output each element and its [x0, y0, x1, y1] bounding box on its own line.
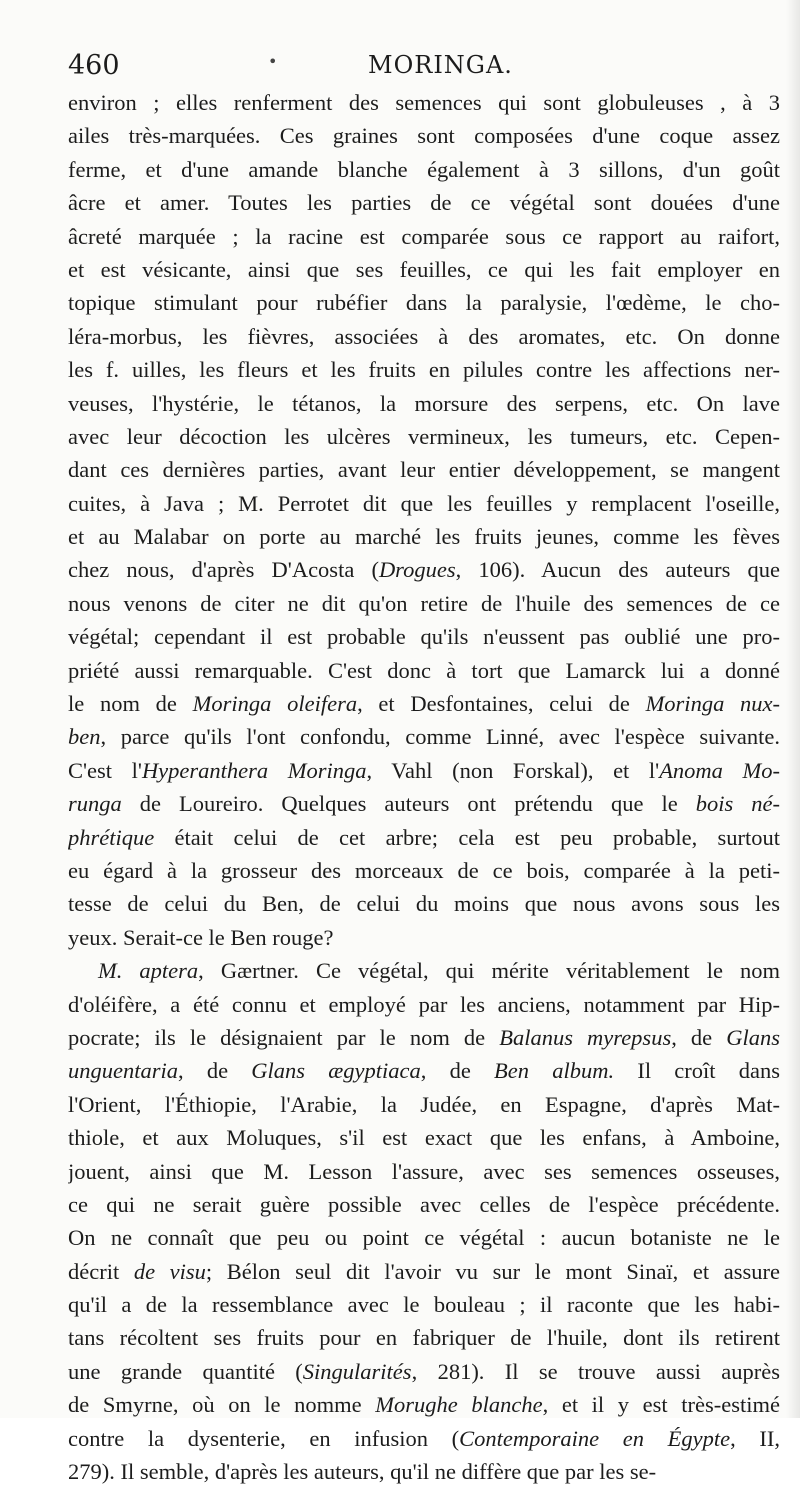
ornament-mark: •: [268, 52, 278, 71]
text-run: , Vahl (non Forskal), et l': [366, 757, 660, 783]
text-run: , parce qu'ils l'ont confondu, comme Linné, avec l'espèce suivante.: [100, 724, 780, 750]
text-run: , Gærtner. Ce végétal, qui mérite véritablement le nom: [198, 958, 780, 984]
text-run: ferme, et d'une amande blanche également à 3 sillons, d'un goût: [68, 156, 780, 182]
text-line: [68, 954, 780, 987]
text-run: topique stimulant pour rubéfier dans la paralysie, l'œdème, le cho-: [68, 290, 780, 316]
text-run: ; Bélon seul dit l'avoir vu sur le mont Sinaï, et assure: [205, 1258, 780, 1284]
text-run: et au Malabar on porte au marché les fruits jeunes, comme les fèves: [68, 524, 780, 550]
italic-run: de visu: [133, 1258, 206, 1284]
text-run: dant ces dernières parties, avant leur entier développement, se mangent: [68, 457, 780, 483]
text-run: âcre et amer. Toutes les parties de ce végétal sont douées d'une: [68, 190, 780, 216]
text-run: , de: [178, 1058, 252, 1084]
text-run: priété aussi remarquable. C'est donc à tort que Lamarck lui a donné: [68, 657, 780, 683]
text-run: yeux. Serait-ce le Ben rouge?: [68, 924, 334, 950]
text-line: [68, 620, 780, 653]
text-run: âcreté marquée ; la racine est comparée sous ce rapport au raifort,: [68, 223, 780, 249]
text-run: eu égard à la grosseur des morceaux de ce bois, comparée à la peti-: [68, 857, 780, 883]
italic-run: Balanus myrepsus: [499, 1024, 672, 1050]
text-line: [68, 253, 780, 286]
running-title: MORINGA.: [368, 51, 513, 79]
text-run: On ne connaît que peu ou point ce végétal : aucun botaniste ne le: [68, 1225, 780, 1251]
body-text: [68, 86, 780, 1488]
text-run: l'Orient, l'Éthiopie, l'Arabie, la Judée, en Espagne, d'après Mat-: [68, 1091, 780, 1117]
text-run: , 281). Il se trouve aussi auprès: [411, 1358, 780, 1384]
text-line: [68, 1422, 780, 1455]
text-run: ailes très-marquées. Ces graines sont composées d'une coque assez: [68, 123, 780, 149]
text-run: le nom de: [68, 691, 193, 717]
text-line: [68, 1054, 780, 1087]
text-run: Il croît dans: [614, 1058, 780, 1084]
text-line: [68, 1388, 780, 1421]
text-run: C'est l': [68, 757, 142, 783]
text-line: [68, 153, 780, 186]
italic-run: Glans: [726, 1024, 780, 1050]
page-header: [68, 50, 780, 82]
text-run: , et Desfontaines, celui de: [357, 691, 646, 717]
text-run: léra-morbus, les fièvres, associées à des aromates, etc. On donne: [68, 323, 780, 349]
text-run: , 106). Aucun des auteurs que: [455, 557, 780, 583]
text-line: [68, 720, 780, 753]
text-line: [68, 1355, 780, 1388]
text-run: nous venons de citer ne dit qu'on retire de l'huile des semences de ce: [68, 590, 780, 616]
text-run: 279). Il semble, d'après les auteurs, qu'il ne diffère que par les se-: [68, 1459, 657, 1485]
text-line: [68, 687, 780, 720]
text-line: [68, 353, 780, 386]
italic-run: Anoma Mo-: [659, 757, 780, 783]
text-line: [68, 387, 780, 420]
italic-run: phrétique: [68, 824, 155, 850]
text-run: contre la dysenterie, en infusion (: [68, 1425, 460, 1451]
text-run: avec leur décoction les ulcères vermineux, les tumeurs, etc. Cepen-: [68, 423, 780, 449]
text-run: , de: [671, 1024, 727, 1050]
italic-run: Singularités: [302, 1358, 412, 1384]
italic-run: M. aptera: [98, 958, 199, 984]
text-run: tans récoltent ses fruits pour en fabriquer de l'huile, dont ils retirent: [68, 1325, 780, 1351]
text-line: [68, 654, 780, 687]
text-line: [68, 1155, 780, 1188]
text-line: [68, 520, 780, 553]
text-line: [68, 1288, 780, 1321]
text-run: jouent, ainsi que M. Lesson l'assure, avec ses semences osseuses,: [68, 1158, 780, 1184]
text-line: [68, 1455, 780, 1488]
text-line: [68, 1188, 780, 1221]
text-line: [68, 1088, 780, 1121]
italic-run: Moringa nux-: [645, 691, 780, 717]
text-run: de Loureiro. Quelques auteurs ont prétendu que le: [121, 791, 696, 817]
text-line: [68, 1021, 780, 1054]
italic-run: ben: [68, 724, 101, 750]
text-run: veuses, l'hystérie, le tétanos, la morsure des serpens, etc. On lave: [68, 390, 780, 416]
text-line: [68, 320, 780, 353]
text-run: les f. uilles, les fleurs et les fruits en pilules contre les affections ner-: [68, 357, 780, 383]
text-run: décrit: [68, 1258, 134, 1284]
text-line: [68, 119, 780, 152]
text-run: tesse de celui du Ben, de celui du moins que nous avons sous les: [68, 891, 780, 917]
text-run: pocrate; ils le désignaient par le nom de: [68, 1024, 500, 1050]
text-line: [68, 487, 780, 520]
text-run: une grande quantité (: [68, 1358, 303, 1384]
italic-run: Hyperanthera Moringa: [141, 757, 367, 783]
italic-run: Morughe blanche: [375, 1392, 543, 1418]
text-run: environ ; elles renferment des semences qui sont globuleuses , à 3: [68, 90, 780, 115]
text-run: thiole, et aux Moluques, s'il est exact que les enfans, à Amboine,: [68, 1125, 780, 1151]
text-line: [68, 286, 780, 319]
text-line: [68, 988, 780, 1021]
text-line: [68, 186, 780, 219]
text-run: qu'il a de la ressemblance avec le bouleau ; il raconte que les habi-: [68, 1292, 780, 1318]
text-run: de Smyrne, où on le nomme: [68, 1392, 376, 1418]
text-run: , de: [420, 1058, 495, 1084]
text-line: [68, 787, 780, 820]
text-line: [68, 1221, 780, 1254]
italic-run: Glans ægyptiaca: [251, 1058, 421, 1084]
text-line: [68, 1121, 780, 1154]
text-run: était celui de cet arbre; cela est peu probable, surtout: [154, 824, 780, 850]
text-run: cuites, à Java ; M. Perrotet dit que les feuilles y remplacent l'oseille,: [68, 490, 780, 516]
text-run: végétal; cependant il est probable qu'ils n'eussent pas oublié une pro-: [68, 624, 780, 650]
text-line: [68, 1255, 780, 1288]
text-run: , II,: [730, 1425, 780, 1451]
text-line: [68, 220, 780, 253]
italic-run: Moringa oleifera: [192, 691, 358, 717]
text-line: [68, 86, 780, 119]
text-run: d'oléifère, a été connu et employé par les anciens, notamment par Hip-: [68, 991, 780, 1017]
page-number: 460: [68, 50, 120, 81]
text-run: ce qui ne serait guère possible avec celles de l'espèce précédente.: [68, 1191, 780, 1217]
italic-run: Contemporaine en Égypte: [459, 1425, 731, 1451]
italic-run: Drogues: [378, 557, 456, 583]
text-line: [68, 587, 780, 620]
italic-run: runga: [68, 791, 122, 817]
text-line: [68, 420, 780, 453]
text-run: et est vésicante, ainsi que ses feuilles, ce qui les fait employer en: [68, 256, 780, 282]
text-run: , et il y est très-estimé: [542, 1392, 780, 1418]
text-line: [68, 854, 780, 887]
italic-run: unguentaria: [68, 1058, 178, 1084]
italic-run: bois né-: [695, 791, 780, 817]
text-line: [68, 887, 780, 920]
text-line: [68, 1321, 780, 1354]
text-line: [68, 453, 780, 486]
text-line: [68, 553, 780, 586]
italic-run: Ben album.: [494, 1058, 615, 1084]
text-run: chez nous, d'après D'Acosta (: [68, 557, 379, 583]
text-line: [68, 921, 780, 954]
text-line: [68, 821, 780, 854]
text-line: [68, 754, 780, 787]
